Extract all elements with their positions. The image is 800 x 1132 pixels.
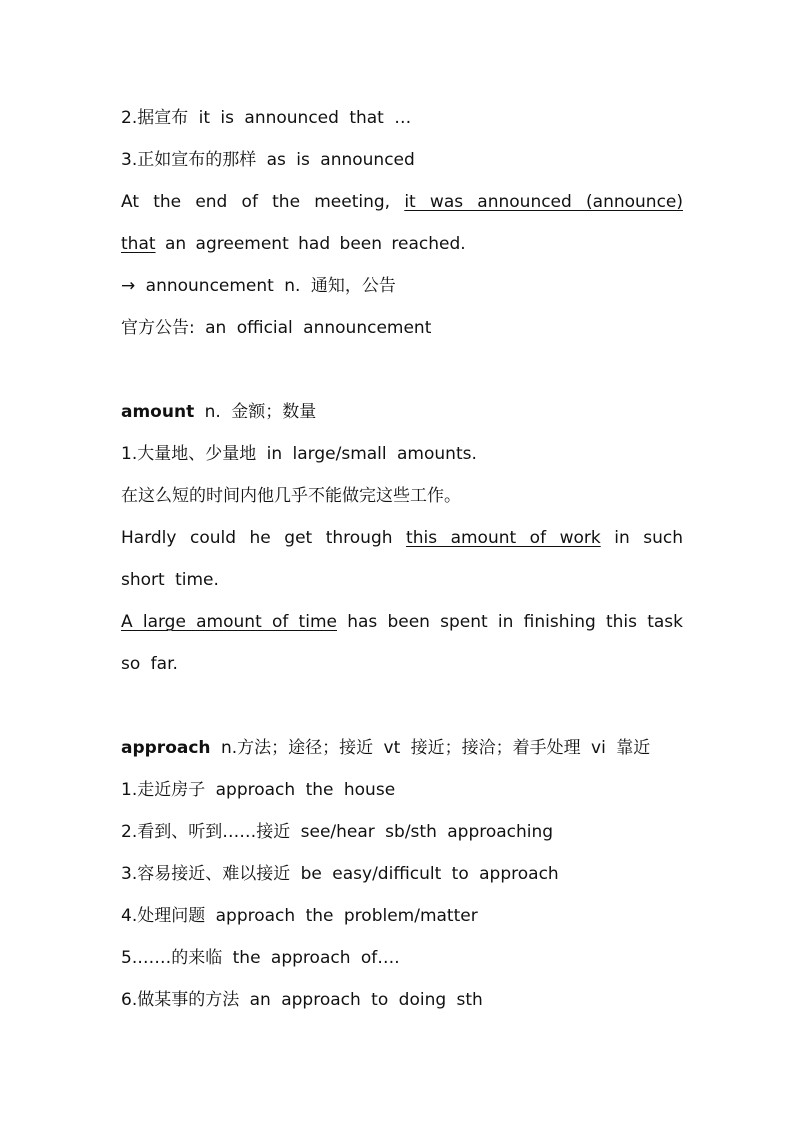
approach-heading (121, 736, 683, 760)
amount-zh-sentence: 在这么短的时间内他几乎不能做完这些工作。 (121, 486, 461, 506)
example-text: Hardly could he get through (121, 528, 393, 548)
announce-item-2: 2.据宣布 it is announced that … (121, 108, 412, 128)
amount-example-1-line-2: short time. (121, 570, 219, 590)
underlined-answer: this amount of work (406, 528, 601, 548)
approach-item-6: 6.做某事的方法 an approach to doing sth (121, 990, 483, 1010)
example-text: At the end of the meeting, (121, 192, 391, 212)
announce-example-line-1 (121, 190, 683, 214)
approach-item-1: 1.走近房子 approach the house (121, 780, 396, 800)
underlined-answer: it was announced (announce) (404, 192, 683, 212)
example-text: in such (614, 528, 683, 548)
amount-example-2-line-1 (121, 610, 683, 634)
amount-item-1: 1.大量地、少量地 in large/small amounts. (121, 444, 477, 464)
amount-heading (121, 400, 683, 424)
definition: n.方法；途径；接近 vt 接近；接洽；着手处理 vi 靠近 (220, 738, 651, 758)
definition: n. 金额；数量 (204, 402, 317, 422)
approach-item-3: 3.容易接近、难以接近 be easy/difficult to approach (121, 864, 559, 884)
announce-derivative: → announcement n. 通知，公告 (121, 276, 396, 296)
announce-official: 官方公告: an official announcement (121, 318, 432, 338)
announce-item-3: 3.正如宣布的那样 as is announced (121, 150, 415, 170)
announce-example-line-2 (121, 232, 683, 256)
amount-example-1-line-1 (121, 526, 683, 550)
underlined-answer-cont: that (121, 234, 156, 254)
example-text: has been spent in finishing this task (347, 612, 683, 632)
underlined-answer: A large amount of time (121, 612, 337, 632)
approach-item-2: 2.看到、听到……接近 see/hear sb/sth approaching (121, 822, 554, 842)
example-text: an agreement had been reached. (164, 234, 466, 254)
amount-example-2-line-2: so far. (121, 654, 178, 674)
approach-item-5: 5.……的来临 the approach of…. (121, 948, 400, 968)
headword: amount (121, 402, 195, 422)
headword: approach (121, 738, 211, 758)
approach-item-4: 4.处理问题 approach the problem/matter (121, 906, 478, 926)
